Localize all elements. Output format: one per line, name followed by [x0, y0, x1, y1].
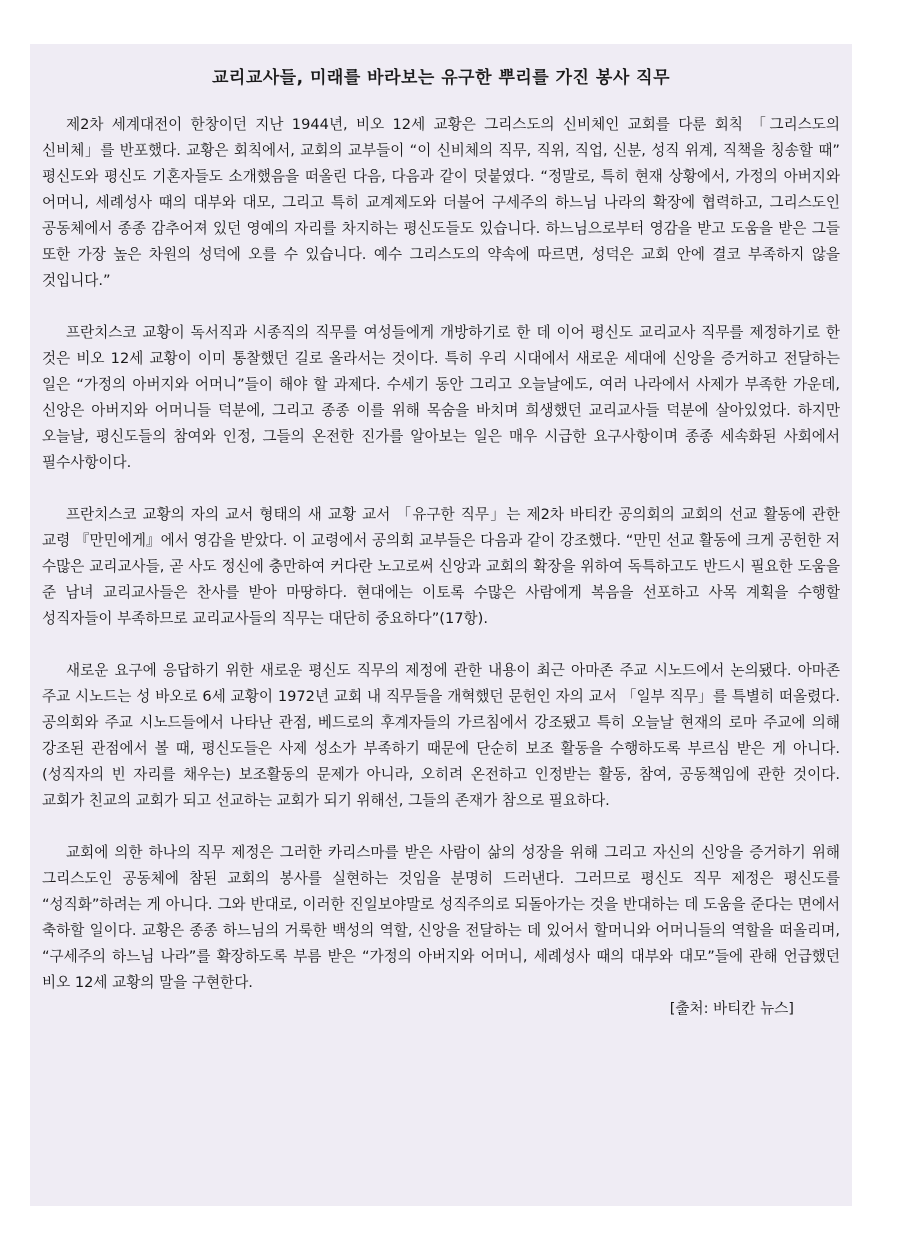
- article-panel: [30, 44, 852, 1206]
- article-paragraph-2: 프란치스코 교황이 독서직과 시종직의 직무를 여성들에게 개방하기로 한 데 이어 평신도 교리교사 직무를 제정하기로 한 것은 비오 12세 교황이 이미 통찰했던 길로 올라서는 것이다. 특히 우리 시대에서 새로운 세대에 신앙을 증거하고 전달하는 일은 “가정의 아버지와 어머니”들이 해야 할 과제다. 수세기 동안 그리고 오늘날에도, 여러 나라에서 사제가 부족한 가운데, 신앙은 아버지와 어머니들 덕분에, 그리고 종종 이를 위해 목숨을 바치며 희생했던 교리교사들 덕분에 살아있었다. 하지만 오늘날, 평신도들의 참여와 인정, 그들의 온전한 진가를 알아보는 일은 매우 시급한 요구사항이며 종종 세속화된 사회에서 필수사항이다.: [42, 324, 840, 471]
- article-paragraph-3: 프란치스코 교황의 자의 교서 형태의 새 교황 교서 「유구한 직무」는 제2차 바티칸 공의회의 교회의 선교 활동에 관한 교령 『만민에게』에서 영감을 받았다. 이 교령에서 공의회 교부들은 다음과 같이 강조했다. “만민 선교 활동에 크게 공헌한 저 수많은 교리교사들, 곧 사도 정신에 충만하여 커다란 노고로써 신앙과 교회의 확장을 위하여 독특하고도 반드시 필요한 도움을 준 남녀 교리교사들은 찬사를 받아 마땅하다. 현대에는 이토록 수많은 사람에게 복음을 선포하고 사목 계획을 수행할 성직자들이 부족하므로 교리교사들의 직무는 대단히 중요하다”(17항).: [42, 506, 840, 627]
- article-title: 교리교사들, 미래를 바라보는 유구한 뿌리를 가진 봉사 직무: [211, 68, 670, 88]
- article-paragraph-4: 새로운 요구에 응답하기 위한 새로운 평신도 직무의 제정에 관한 내용이 최근 아마존 주교 시노드에서 논의됐다. 아마존 주교 시노드는 성 바오로 6세 교황이 1972년 교회 내 직무들을 개혁했던 문헌인 자의 교서 「일부 직무」를 특별히 떠올렸다. 공의회와 주교 시노드들에서 나타난 관점, 베드로의 후계자들의 가르침에서 강조됐고 특히 오늘날 현재의 로마 주교에 의해 강조된 관점에서 볼 때, 평신도들은 사제 성소가 부족하기 때문에 단순히 보조 활동을 수행하도록 부르심 받은 게 아니다. (성직자의 빈 자리를 채우는) 보조활동의 문제가 아니라, 오히려 온전하고 인정받는 활동, 참여, 공동책임에 관한 것이다. 교회가 친교의 교회가 되고 선교하는 교회가 되기 위해선, 그들의 존재가 참으로 필요하다.: [42, 662, 840, 809]
- article-source: [출처: 바티칸 뉴스]: [669, 1000, 794, 1017]
- article-paragraph-5: 교회에 의한 하나의 직무 제정은 그러한 카리스마를 받은 사람이 삶의 성장을 위해 그리고 자신의 신앙을 증거하기 위해 그리스도인 공동체에 참된 교회의 봉사를 실현하는 것임을 분명히 드러낸다. 그러므로 평신도 직무 제정은 평신도를 “성직화”하려는 게 아니다. 그와 반대로, 이러한 진일보야말로 성직주의로 되돌아가는 것을 반대하는 데 도움을 준다는 면에서 축하할 일이다. 교황은 종종 하느님의 거룩한 백성의 역할, 신앙을 전달하는 데 있어서 할머니와 어머니들의 역할을 떠올리며, “구세주의 하느님 나라”를 확장하도록 부름 받은 “가정의 아버지와 어머니, 세례성사 때의 대부와 대모”들에 관해 언급했던 비오 12세 교황의 말을 구현한다.: [42, 844, 840, 991]
- article-paragraph-1: 제2차 세계대전이 한창이던 지난 1944년, 비오 12세 교황은 그리스도의 신비체인 교회를 다룬 회칙 「그리스도의 신비체」를 반포했다. 교황은 회칙에서, 교회의 교부들이 “이 신비체의 직무, 직위, 직업, 신분, 성직 위계, 직책을 칭송할 때” 평신도와 평신도 기혼자들도 소개했음을 떠올린 다음, 다음과 같이 덧붙였다. “정말로, 특히 현재 상황에서, 가정의 아버지와 어머니, 세례성사 때의 대부와 대모, 그리고 특히 교계제도와 더불어 구세주의 하느님 나라의 확장에 협력하고, 그리스도인 공동체에서 종종 감추어져 있던 영예의 자리를 차지하는 평신도들도 있습니다. 하느님으로부터 영감을 받고 도움을 받은 그들 또한 가장 높은 차원의 성덕에 오를 수 있습니다. 예수 그리스도의 약속에 따르면, 성덕은 교회 안에 결코 부족하지 않을 것입니다.”: [42, 116, 840, 289]
